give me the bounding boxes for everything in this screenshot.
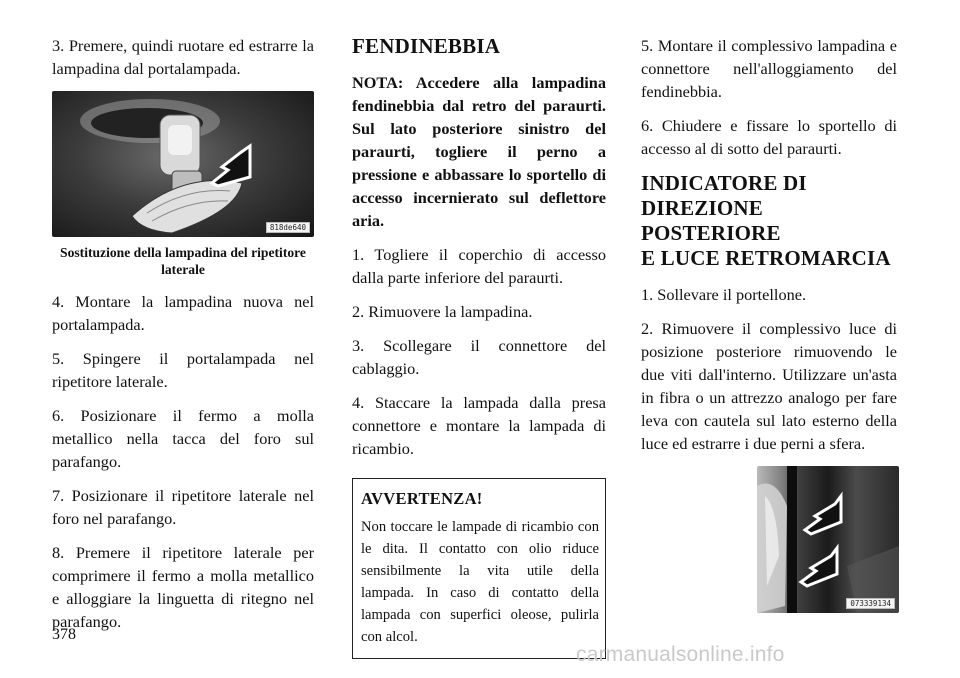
step-2-text: 2. Rimuovere la lampadina. (352, 302, 533, 321)
section-heading-fog-lamp: FENDINEBBIA (352, 34, 501, 58)
arrow-icon (212, 146, 250, 186)
step-4-text: 4. Staccare la lampada dalla presa connettore e montare la lampada di ricambio. (352, 393, 606, 458)
step-3-text: 3. Scollegare il connettore del cablaggio. (352, 336, 606, 378)
page-number: 378 (52, 626, 76, 643)
column-middle (352, 34, 606, 659)
rear-lamp-figure (757, 466, 899, 613)
watermark: carmanualsonline.info (576, 643, 785, 666)
heading-line-2: DIREZIONE POSTERIORE (641, 196, 781, 245)
figure-code: 818de640 (266, 222, 310, 233)
step-2-text: 2. Rimuovere il complessivo luce di posizione posteriore rimuovendo le due viti dall'interno. Utilizzare un'asta in fibra o un attrezzo analogo per fare leva con cautela sul lato esterno della luce ed estrarre i due perni a sfera. (641, 319, 897, 453)
step-5-text: 5. Spingere il portalampada nel ripetitore laterale. (52, 349, 314, 391)
section-heading-rear-turn-signal (641, 171, 897, 271)
warning-title: AVVERTENZA! (361, 489, 483, 508)
step-5-text: 5. Montare il complessivo lampadina e connettore nell'alloggiamento del fendinebbia. (641, 36, 897, 101)
step-6-text: 6. Posizionare il fermo a molla metallico nella tacca del foro sul parafango. (52, 406, 314, 471)
warning-box (352, 478, 606, 659)
heading-line-1: INDICATORE DI (641, 171, 807, 195)
side-repeater-bulb-illustration (52, 91, 314, 237)
step-8-text: 8. Premere il ripetitore laterale per comprimere il fermo a molla metallico e alloggiare la linguetta di ritegno nel parafango. (52, 543, 314, 631)
note-text: NOTA: Accedere alla lampadina fendinebbia dal retro del paraurti. Sul lato posteriore sinistro del paraurti, togliere il perno a pressione e abbassare lo sportello di accesso incernierato sul deflettore aria. (352, 73, 606, 230)
figure-code: 073339134 (846, 598, 895, 609)
column-left (52, 34, 314, 644)
warning-text: Non toccare le lampade di ricambio con le dita. Il contatto con olio riduce sensibilmente la vita utile della lampada. In caso di contatto della lampada con superfici oleose, pulirla con alcol. (361, 519, 599, 645)
step-6-text: 6. Chiudere e fissare lo sportello di accesso al di sotto del paraurti. (641, 116, 897, 158)
step-3-text: 3. Premere, quindi ruotare ed estrarre la lampadina dal portalampada. (52, 36, 314, 78)
upper-arrow-icon (805, 496, 841, 534)
step-1-text: 1. Togliere il coperchio di accesso dalla parte inferiore del paraurti. (352, 245, 606, 287)
side-repeater-bulb-figure (52, 91, 314, 237)
step-4-text: 4. Montare la lampadina nuova nel portalampada. (52, 292, 314, 334)
figure-caption: Sostituzione della lampadina del ripetitore laterale (60, 245, 306, 277)
lower-arrow-icon (801, 548, 837, 586)
heading-line-3: E LUCE RETROMARCIA (641, 246, 891, 270)
step-1-text: 1. Sollevare il portellone. (641, 285, 807, 304)
column-right (641, 34, 897, 613)
step-7-text: 7. Posizionare il ripetitore laterale nel foro nel parafango. (52, 486, 314, 528)
rear-lamp-illustration (757, 466, 899, 613)
